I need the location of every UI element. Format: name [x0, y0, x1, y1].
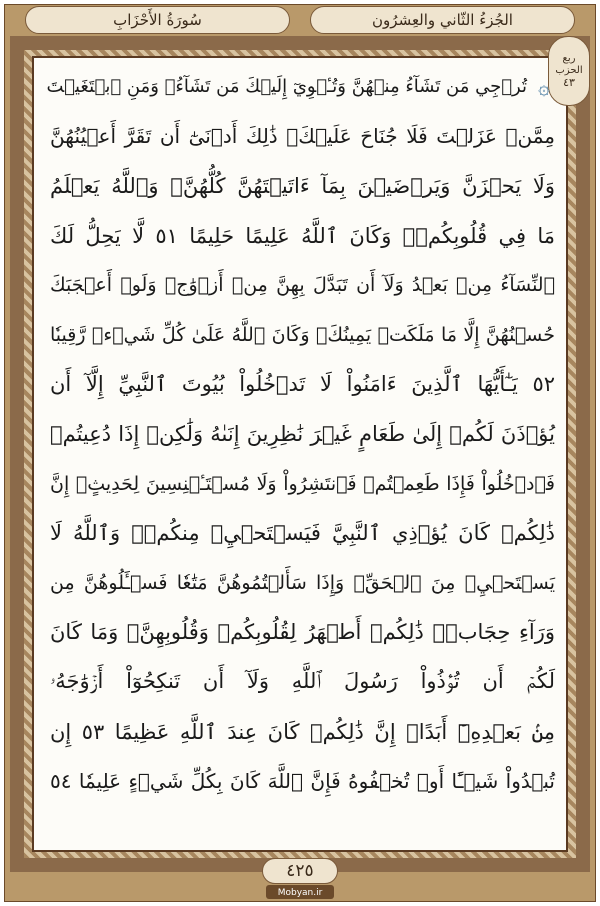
- text-line: وَرَآءِ حِجَابٖۚ ذَٰلِكُمۡ أَطۡهَرُ لِقُلُوبِكُمۡ وَقُلُوبِهِنَّۚ وَمَا كَانَ: [50, 620, 555, 645]
- quran-text: [46, 62, 555, 806]
- header: [0, 0, 600, 40]
- text-line: وَلَا يَحۡزَنَّ وَيَرۡضَيۡنَ بِمَآ ءَاتَيۡتَهُنَّ كُلُّهُنَّۚ وَٱللَّهُ يَعۡلَمُ: [50, 173, 555, 198]
- text-line: مِمَّنۡ عَزَلۡتَ فَلَا جُنَاحَ عَلَيۡكَۚ ذَٰلِكَ أَدۡنَىٰٓ أَن تَقَرَّ أَعۡيُنُهُنَّ: [50, 124, 555, 149]
- text-line: يُؤۡذَنَ لَكُمۡ إِلَىٰ طَعَامٍ غَيۡرَ نَٰظِرِينَ إِنَىٰهُ وَلَٰكِنۡ إِذَا دُعِيتُمۡ: [50, 421, 555, 446]
- text-line: ٥٢ يَـٰٓأَيُّهَا ٱلَّذِينَ ءَامَنُواْ لَا تَدۡخُلُواْ بُيُوتَ ٱلنَّبِيِّ إِلَّآ أَن: [50, 372, 555, 397]
- hizb-label: ربع: [562, 53, 576, 64]
- text-line: مِنۢ بَعۡدِهِۦٓ أَبَدًاۚ إِنَّ ذَٰلِكُمۡ كَانَ عِندَ ٱللَّهِ عَظِيمًا ٥٣ إِن: [50, 719, 555, 744]
- hizb-word: الحزب: [555, 65, 583, 76]
- text-line: ۞ تُرۡجِي مَن تَشَآءُ مِنۡهُنَّ وَتُـٔۡوِيٓ إِلَيۡكَ مَن تَشَآءُۖ وَمَنِ ٱبۡتَغَيۡتَ: [50, 62, 555, 112]
- text-line: فَٱدۡخُلُواْ فَإِذَا طَعِمۡتُمۡ فَٱنتَشِرُواْ وَلَا مُسۡتَـٔۡنِسِينَ لِحَدِيثٍۚ إِنَّ: [50, 472, 555, 495]
- text-line: حُسۡنُهُنَّ إِلَّا مَا مَلَكَتۡ يَمِينُكَۗ وَكَانَ ٱللَّهُ عَلَىٰ كُلِّ شَيۡءٖ رَّقِيبٗا: [50, 323, 555, 346]
- text-line: ذَٰلِكُمۡ كَانَ يُؤۡذِي ٱلنَّبِيَّ فَيَسۡتَحۡيِۦ مِنكُمۡۖ وَٱللَّهُ لَا: [50, 521, 555, 546]
- text-line: يَسۡتَحۡيِۦ مِنَ ٱلۡحَقِّۚ وَإِذَا سَأَلۡتُمُوهُنَّ مَتَٰعٗا فَسۡـَٔلُوهُنَّ مِن: [50, 571, 555, 594]
- page-number: ٤٢٥: [262, 858, 338, 884]
- juz-title: الجُزءُ الثّاني والعِشرُون: [310, 6, 575, 34]
- text-line: لَكُمۡ أَن تُؤۡذُواْ رَسُولَ ٱللَّهِ وَلَآ أَن تَنكِحُوٓاْ أَزۡوَٰجَهُۥ: [50, 669, 555, 694]
- text-line: تُبۡدُواْ شَيۡـًٔا أَوۡ تُخۡفُوهُ فَإِنَّ ٱللَّهَ كَانَ بِكُلِّ شَيۡءٍ عَلِيمٗا ٥٤: [50, 769, 555, 794]
- text-line: مَا فِي قُلُوبِكُمۡۚ وَكَانَ ٱللَّهُ عَلِيمًا حَلِيمًا ٥١ لَّا يَحِلُّ لَكَ: [50, 223, 555, 248]
- rub-el-hizb-icon: ۞: [538, 74, 550, 99]
- surah-title: سُورَةُ الأَحْزَابِ: [25, 6, 290, 34]
- watermark: Mobyan.ir: [277, 888, 323, 898]
- text-line: ٱلنِّسَآءُ مِنۢ بَعۡدُ وَلَآ أَن تَبَدَّلَ بِهِنَّ مِنۡ أَزۡوَٰجٖ وَلَوۡ أَعۡجَبَكَ: [50, 274, 555, 297]
- hizb-number: ٤٣: [563, 76, 575, 89]
